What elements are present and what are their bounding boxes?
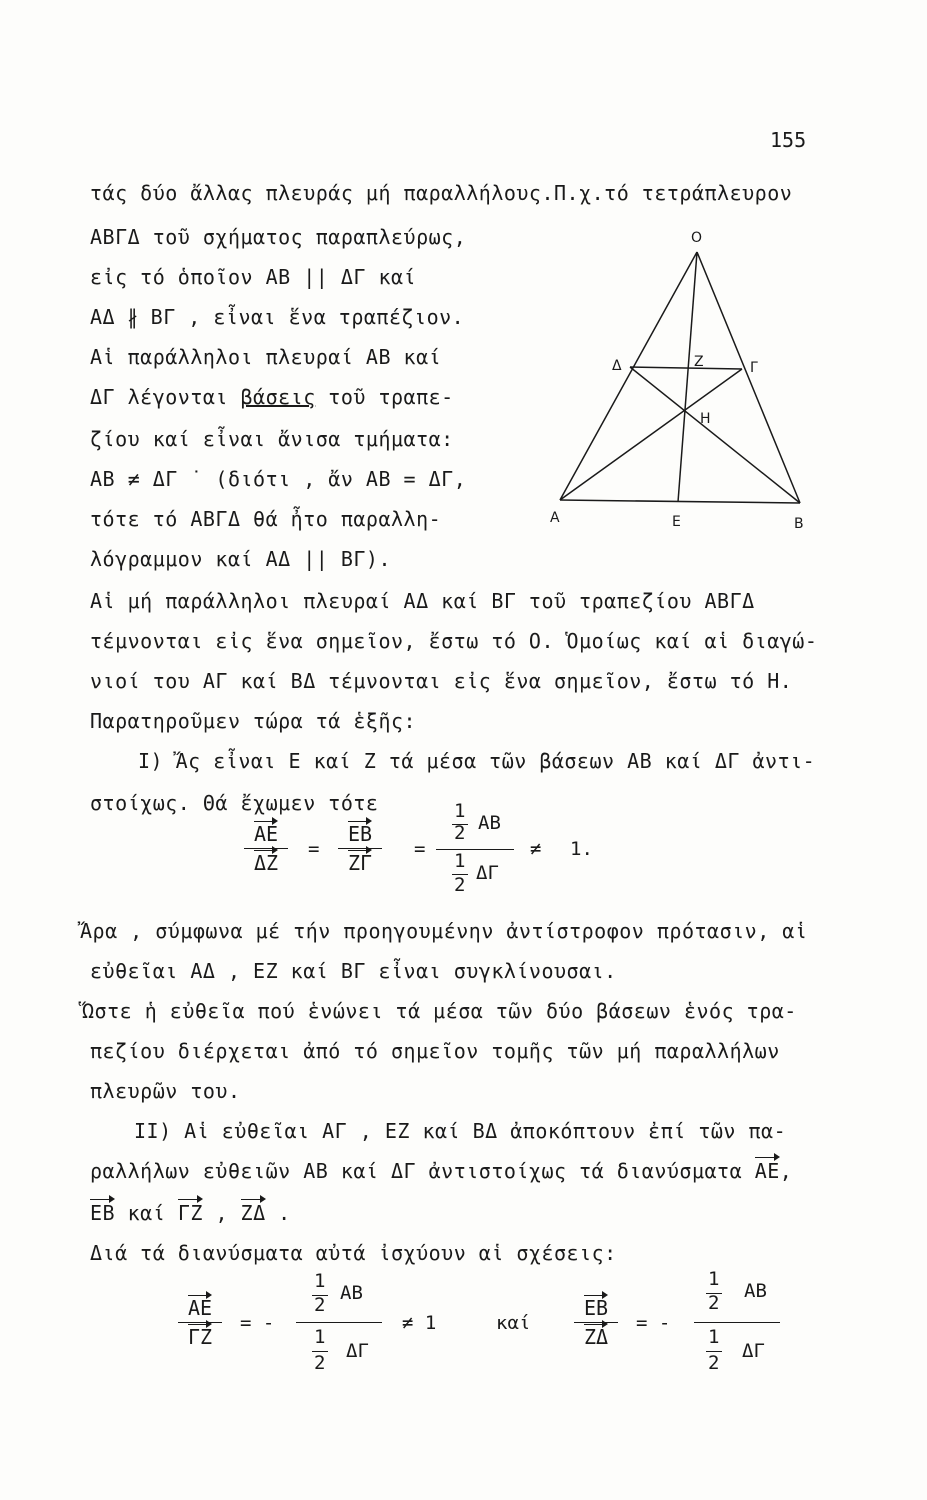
- label-A: A: [550, 510, 560, 526]
- text-segment: ,: [202, 1201, 241, 1225]
- underlined-term: βάσεις: [240, 385, 316, 409]
- one: 1.: [570, 838, 593, 860]
- label-O: O: [691, 230, 703, 246]
- text-line: Ἄρα , σύμφωνα μέ τήν προηγουμένην ἀντίστροφον πρότασιν, αἱ: [80, 919, 808, 943]
- text-line: ζίου καί εἶναι ἄνισα τμήματα:: [90, 427, 454, 451]
- text-line: νιοί του ΑΓ καί ΒΔ τέμνονται εἰς ἕνα σημεῖον, ἔστω τό Η.: [90, 669, 793, 693]
- half-den-2: 2: [708, 1292, 720, 1314]
- equals-sign: =: [308, 838, 320, 860]
- text-line: πλευρῶν του.: [90, 1079, 241, 1103]
- text-line: τότε τό ΑΒΓΔ θά ἦτο παραλλη-: [90, 507, 442, 531]
- vector-eb: ΕΒ: [347, 822, 373, 846]
- and-word: καί: [496, 1312, 531, 1334]
- label-Z: Z: [694, 354, 704, 370]
- vector-ae: ΑΕ: [754, 1159, 780, 1183]
- vector-zg: ΖΓ: [347, 851, 373, 875]
- text-segment: ,: [779, 1159, 793, 1183]
- segment-ab: ΑΒ: [340, 1282, 363, 1304]
- vector-eb: ΕΒ: [583, 1296, 609, 1320]
- text-line: Διά τά διανύσματα αὐτά ἰσχύουν αἱ σχέσεις:: [90, 1241, 617, 1265]
- equals-sign: =: [414, 838, 426, 860]
- label-D: Δ: [612, 358, 622, 374]
- segment-dg: ΔΓ: [346, 1340, 369, 1362]
- page-number: 155: [770, 128, 807, 152]
- not-equal-one: ≠ 1: [402, 1312, 437, 1334]
- text-line: ΑΒΓΔ τοῦ σχήματος παραπλεύρως,: [90, 225, 467, 249]
- line-OB: [697, 252, 800, 503]
- text-line: εἰς τό ὁποῖον ΑΒ || ΔΓ καί: [90, 265, 417, 289]
- half-num-1: 1: [708, 1326, 720, 1348]
- line-OE: [678, 252, 697, 502]
- text-line: τέμνονται εἰς ἕνα σημεῖον, ἔστω τό Ο. Ὁμοίως καί αἱ διαγώ-: [90, 629, 818, 653]
- text-line: ΙΙ) Αἱ εὐθεῖαι ΑΓ , ΕΖ καί ΒΔ ἀποκόπτουν ἐπί τῶν πα-: [134, 1119, 787, 1143]
- text-segment: ΔΓ λέγονται: [90, 385, 241, 409]
- vector-gz: ΓΖ: [177, 1201, 203, 1225]
- half-den-2: 2: [454, 822, 466, 844]
- text-segment: τοῦ τραπε-: [315, 385, 454, 409]
- text-line: λόγραμμον καί ΑΔ || ΒΓ).: [90, 547, 391, 571]
- line-DG: [630, 367, 742, 369]
- text-line: Αἱ μή παράλληλοι πλευραί ΑΔ καί ΒΓ τοῦ τραπεζίου ΑΒΓΔ: [90, 589, 755, 613]
- half-num-1: 1: [454, 800, 466, 822]
- text-line: εὐθεῖαι ΑΔ , ΕΖ καί ΒΓ εἶναι συγκλίνουσαι.: [90, 959, 617, 983]
- half-den-2: 2: [454, 874, 466, 896]
- segment-ab: ΑΒ: [744, 1280, 767, 1302]
- half-num-1: 1: [708, 1268, 720, 1290]
- vector-ae: ΑΕ: [187, 1296, 213, 1320]
- text-line: ΑΔ ∦ ΒΓ , εἶναι ἕνα τραπέζιον.: [90, 305, 465, 329]
- segment-dg: ΔΓ: [476, 862, 499, 884]
- vector-zd: ΖΔ: [240, 1201, 266, 1225]
- half-num-1: 1: [314, 1326, 326, 1348]
- equals-minus: = -: [636, 1312, 671, 1334]
- text-line: Ι) Ἄς εἶναι Ε καί Ζ τά μέσα τῶν βάσεων ΑΒ καί ΔΓ ἀντι-: [138, 749, 816, 773]
- not-equal-sign: ≠: [530, 838, 542, 860]
- label-H: H: [700, 411, 711, 427]
- vector-dz: ΔΖ: [253, 851, 279, 875]
- text-line: Παρατηροῦμεν τώρα τά ἑξῆς:: [90, 709, 417, 733]
- text-line: Ὥστε ἡ εὐθεῖα πού ἑνώνει τά μέσα τῶν δύο βάσεων ἑνός τρα-: [82, 999, 797, 1023]
- text-line: τάς δύο ἄλλας πλευράς μή παραλλήλους.Π.χ.τό τετράπλευρον: [90, 181, 793, 205]
- half-num-1: 1: [314, 1270, 326, 1292]
- line-AB: [560, 500, 800, 503]
- label-E: E: [672, 514, 681, 530]
- vector-gz: ΓΖ: [187, 1325, 213, 1349]
- text-line: στοίχως. Θά ἔχωμεν τότε: [90, 791, 379, 815]
- equals-minus: = -: [240, 1312, 275, 1334]
- segment-ab: ΑΒ: [478, 812, 501, 834]
- vector-ae: ΑΕ: [253, 822, 279, 846]
- half-den-2: 2: [314, 1294, 326, 1316]
- label-B: B: [794, 516, 804, 532]
- text-line: πεζίου διέρχεται ἀπό τό σημεῖον τομῆς τῶν μή παραλλήλων: [90, 1039, 780, 1063]
- segment-dg: ΔΓ: [742, 1340, 765, 1362]
- text-segment: καί: [115, 1201, 178, 1225]
- half-num-1: 1: [454, 850, 466, 872]
- vector-zd: ΖΔ: [583, 1325, 609, 1349]
- vector-eb: ΕΒ: [90, 1201, 116, 1225]
- label-G: Γ: [750, 360, 758, 376]
- text-segment: .: [265, 1201, 291, 1225]
- text-segment: ραλλήλων εὐθειῶν ΑΒ καί ΔΓ ἀντιστοίχως τά διανύσματα: [90, 1159, 755, 1183]
- text-line: Αἱ παράλληλοι πλευραί ΑΒ καί: [90, 345, 442, 369]
- text-line: ΑΒ ≠ ΔΓ ˙ (διότι , ἄν ΑΒ = ΔΓ,: [90, 467, 467, 491]
- line-OA: [560, 252, 697, 500]
- half-den-2: 2: [314, 1352, 326, 1374]
- line-BD: [630, 367, 800, 503]
- half-den-2: 2: [708, 1352, 720, 1374]
